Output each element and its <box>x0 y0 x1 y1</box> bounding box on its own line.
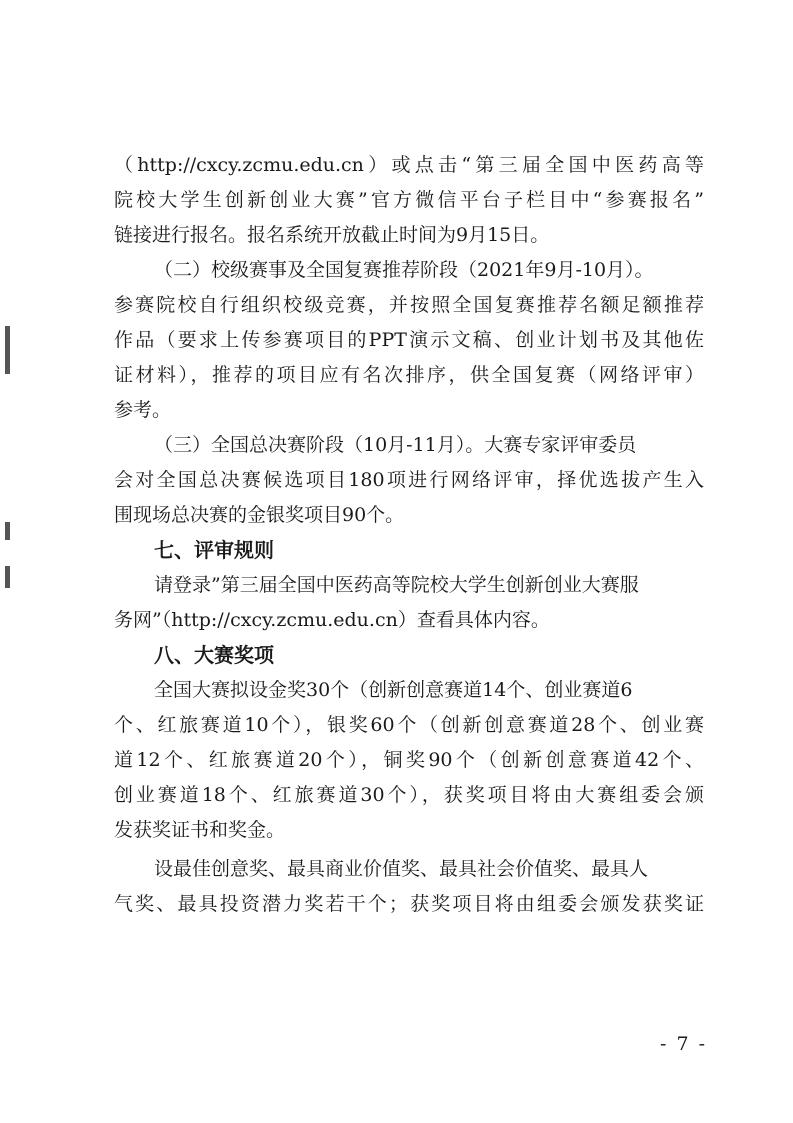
paragraph-special-awards <box>114 852 704 922</box>
text-line: 链接进行报名。报名系统开放截止时间为9月15日。 <box>114 224 550 246</box>
binding-mark <box>5 326 10 374</box>
document-body <box>114 148 704 922</box>
text-line: 个、红旅赛道10个），银奖60个（创新创意赛道28个、创业赛 <box>114 714 704 736</box>
text-line: 参考。 <box>114 399 172 421</box>
text-line: 气奖、最具投资潜力奖若干个；获奖项目将由组委会颁发获奖证 <box>114 893 704 915</box>
text-line: 围现场总决赛的金银奖项目90个。 <box>114 504 405 526</box>
text-line: （http://cxcy.zcmu.edu.cn）或点击“第三届全国中医药高等 <box>114 154 704 176</box>
page-number: - 7 - <box>659 1033 707 1055</box>
paragraph-final-stage <box>114 428 704 533</box>
text-line: 作品（要求上传参赛项目的PPT演示文稿、创业计划书及其他佐 <box>114 329 704 351</box>
text-line: 创业赛道18个、红旅赛道30个），获奖项目将由大赛组委会颁 <box>114 784 704 806</box>
paragraph-registration-link <box>114 148 704 253</box>
paragraph-review-rules <box>114 568 704 638</box>
text-line: 证材料），推荐的项目应有名次排序，供全国复赛（网络评审） <box>114 364 704 386</box>
text-line: 发获奖证书和奖金。 <box>114 819 286 841</box>
text-line: 全国大赛拟设金奖30个（创新创意赛道14个、创业赛道6 <box>154 679 633 701</box>
text-line: 请登录”第三届全国中医药高等院校大学生创新创业大赛服 <box>154 574 639 596</box>
text-line: 院校大学生创新创业大赛”官方微信平台子栏目中“参赛报名” <box>114 189 704 211</box>
paragraph-school-stage <box>114 253 704 428</box>
section-heading-awards: 八、大赛奖项 <box>154 643 274 667</box>
text-line: 参赛院校自行组织校级竞赛，并按照全国复赛推荐名额足额推荐 <box>114 294 704 316</box>
text-line: 务网”（http://cxcy.zcmu.edu.cn）查看具体内容。 <box>114 609 550 631</box>
binding-mark <box>5 522 10 540</box>
text-line: 会对全国总决赛候选项目180项进行网络评审，择优选拔产生入 <box>114 469 704 491</box>
section-heading-review-rules: 七、评审规则 <box>154 538 274 562</box>
binding-mark <box>5 566 10 588</box>
paragraph-awards <box>114 673 704 848</box>
text-line: 设最佳创意奖、最具商业价值奖、最具社会价值奖、最具人 <box>154 858 649 880</box>
binding-marks <box>0 0 20 1123</box>
text-line: （二）校级赛事及全国复赛推荐阶段（2021年9月-10月）。 <box>154 259 654 281</box>
text-line: 道12个、红旅赛道20个），铜奖90个（创新创意赛道42个、 <box>114 749 704 771</box>
text-line: （三）全国总决赛阶段（10月-11月）。大赛专家评审委员 <box>154 434 637 456</box>
